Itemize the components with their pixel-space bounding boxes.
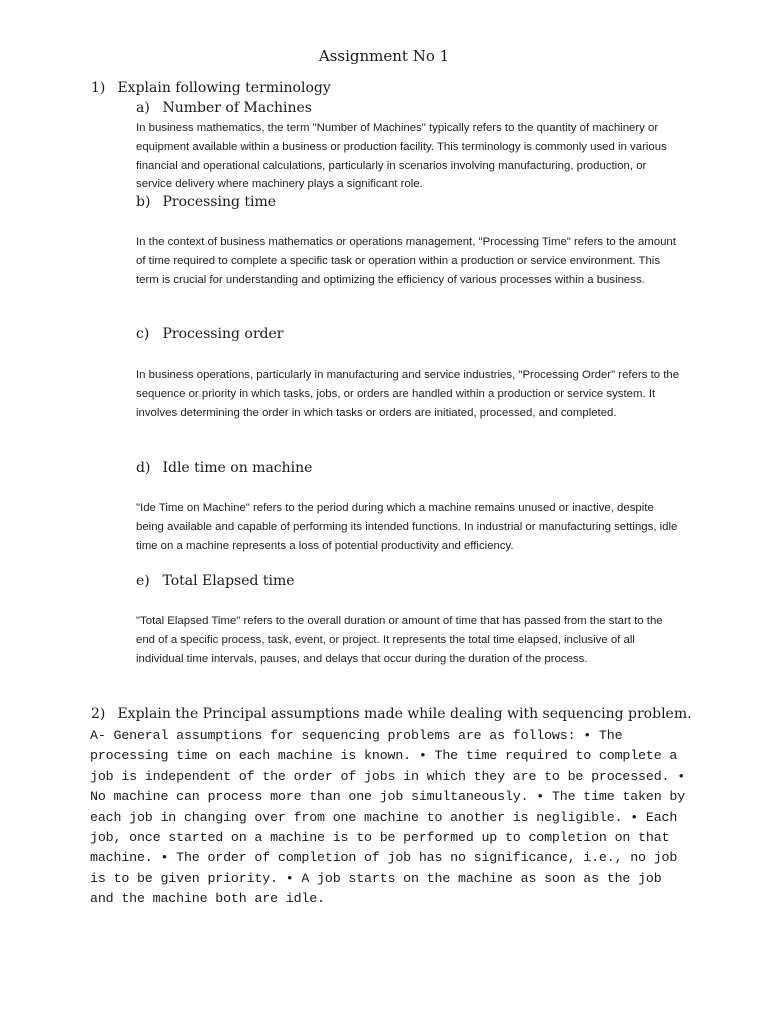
term-title: Processing order xyxy=(162,326,284,342)
term-a-definition: In business mathematics, the term "Number of Machines" typically refers to the quantity of machinery or equipment available within a business or production facility. This terminology is commonly used in various financial and operational calculations, particularly in scenarios involving manufacturing, production, or service delivery where machinery plays a significant role. xyxy=(136,122,667,191)
term-title: Idle time on machine xyxy=(162,460,313,476)
term-e-definition: "Total Elapsed Time" refers to the overall duration or amount of time that has passed from the start to the end of a specific process, task, event, or project. It represents the total time elapsed, inclusive of all individual time intervals, pauses, and delays that occur during the duration of the process. xyxy=(136,615,663,665)
question-text: Explain the Principal assumptions made while dealing with sequencing problem. xyxy=(117,706,692,722)
question-2-heading xyxy=(91,706,692,722)
term-title: Processing time xyxy=(162,194,277,210)
term-b-definition: In the context of business mathematics or operations management, "Processing Time" refers to the amount of time required to complete a specific task or operation within a production or service environment. This term is crucial for understanding and optimizing the efficiency of various processes within a business. xyxy=(136,236,676,286)
term-d-heading xyxy=(136,460,312,476)
question-number: 1) xyxy=(91,80,106,96)
term-c-heading xyxy=(136,326,283,342)
term-title: Total Elapsed time xyxy=(162,573,295,589)
term-d-definition: "Ide Time on Machine" refers to the period during which a machine remains unused or inactive, despite being available and capable of performing its intended functions. In industrial or manufacturing settings, idle time on a machine represents a loss of potential productivity and efficiency. xyxy=(136,502,678,552)
question-number: 2) xyxy=(91,706,106,722)
term-b-heading xyxy=(136,194,276,210)
term-c-definition: In business operations, particularly in manufacturing and service industries, "Processing Order" refers to the sequence or priority in which tasks, jobs, or orders are handled within a production or service system. It involves determining the order in which tasks or orders are initiated, processed, and completed. xyxy=(136,369,680,419)
question-2-answer: A- General assumptions for sequencing problems are as follows: • The processing time on each machine is known. • The time required to complete a job is independent of the order of jobs in which they are to be processed. • No machine can process more than one job simultaneously. • The time taken by each job in changing over from one machine to another is negligible. • Each job, once started on a machine is to be performed up to completion on that machine. • The order of completion of job has no significance, i.e., no job is to be given priority. • A job starts on the machine as soon as the job and the machine both are idle. xyxy=(90,728,686,907)
question-1-heading xyxy=(91,80,331,96)
term-e-heading xyxy=(136,573,295,589)
term-letter: a) xyxy=(136,100,150,116)
question-text: Explain following terminology xyxy=(117,80,331,96)
term-letter: d) xyxy=(136,460,151,476)
term-letter: b) xyxy=(136,194,151,210)
term-a-heading xyxy=(136,100,312,116)
term-letter: c) xyxy=(136,326,150,342)
page-title: Assignment No 1 xyxy=(318,47,450,65)
term-letter: e) xyxy=(136,573,150,589)
term-title: Number of Machines xyxy=(162,100,312,116)
